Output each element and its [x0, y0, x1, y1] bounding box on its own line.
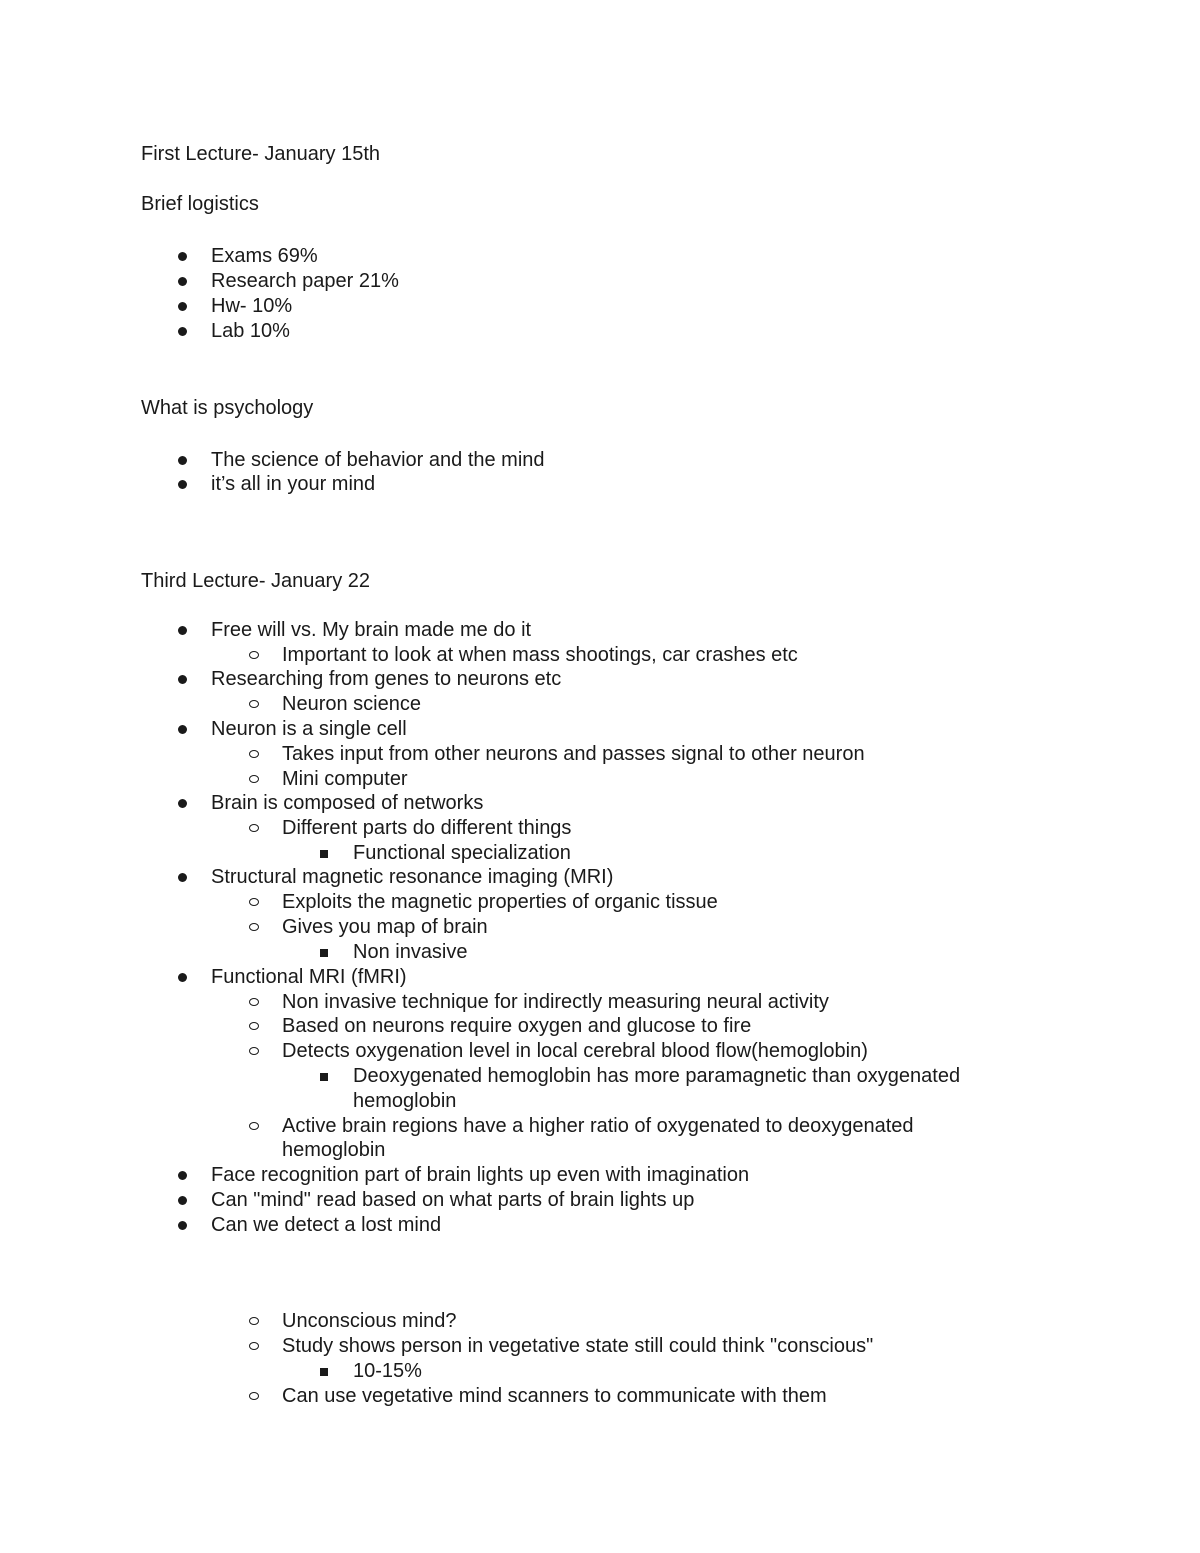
logistics-heading: Brief logistics	[141, 193, 259, 215]
bullet-circle-icon	[249, 1122, 259, 1130]
first-lecture-heading: First Lecture- January 15th	[141, 143, 380, 165]
bullet-circle-icon	[249, 775, 259, 783]
psychology-heading: What is psychology	[141, 397, 314, 419]
list-item: Can we detect a lost mind	[211, 1213, 441, 1237]
list-item: Research paper 21%	[211, 269, 399, 293]
list-item: Free will vs. My brain made me do it	[211, 618, 531, 642]
list-item: Takes input from other neurons and passes signal to other neuron	[282, 742, 865, 766]
bullet-circle-icon	[249, 898, 259, 906]
list-item: Face recognition part of brain lights up even with imagination	[211, 1163, 749, 1187]
bullet-disc-icon	[178, 799, 187, 808]
bullet-disc-icon	[178, 1171, 187, 1180]
bullet-circle-icon	[249, 1022, 259, 1030]
list-item: Non invasive technique for indirectly measuring neural activity	[282, 990, 829, 1014]
list-item: Detects oxygenation level in local cerebral blood flow(hemoglobin)	[282, 1039, 868, 1063]
list-item: Structural magnetic resonance imaging (MRI)	[211, 865, 613, 889]
list-item: Lab 10%	[211, 319, 290, 343]
list-item: Based on neurons require oxygen and glucose to fire	[282, 1014, 751, 1038]
bullet-disc-icon	[178, 480, 187, 489]
bullet-disc-icon	[178, 302, 187, 311]
list-item: Can use vegetative mind scanners to communicate with them	[282, 1384, 827, 1408]
list-item: Active brain regions have a higher ratio of oxygenated to deoxygenated	[282, 1114, 914, 1138]
bullet-disc-icon	[178, 725, 187, 734]
bullet-circle-icon	[249, 998, 259, 1006]
bullet-disc-icon	[178, 626, 187, 635]
list-item: 10-15%	[353, 1359, 422, 1383]
bullet-disc-icon	[178, 873, 187, 882]
list-item: Different parts do different things	[282, 816, 571, 840]
list-item: Mini computer	[282, 767, 408, 791]
bullet-circle-icon	[249, 1317, 259, 1325]
list-item: Exploits the magnetic properties of organic tissue	[282, 890, 718, 914]
bullet-disc-icon	[178, 277, 187, 286]
list-item: Non invasive	[353, 940, 468, 964]
bullet-disc-icon	[178, 973, 187, 982]
list-item: Hw- 10%	[211, 294, 292, 318]
list-item: Deoxygenated hemoglobin has more paramagnetic than oxygenated	[353, 1064, 960, 1088]
bullet-disc-icon	[178, 327, 187, 336]
list-item: Exams 69%	[211, 244, 318, 268]
bullet-circle-icon	[249, 750, 259, 758]
bullet-square-icon	[320, 850, 328, 858]
bullet-circle-icon	[249, 651, 259, 659]
bullet-disc-icon	[178, 252, 187, 261]
list-item-continuation: hemoglobin	[353, 1090, 457, 1112]
bullet-circle-icon	[249, 1047, 259, 1055]
list-item: Gives you map of brain	[282, 915, 488, 939]
list-item: Neuron is a single cell	[211, 717, 407, 741]
bullet-circle-icon	[249, 1392, 259, 1400]
bullet-disc-icon	[178, 456, 187, 465]
list-item: Researching from genes to neurons etc	[211, 667, 561, 691]
bullet-square-icon	[320, 1073, 328, 1081]
list-item: it’s all in your mind	[211, 472, 375, 496]
list-item-continuation: hemoglobin	[282, 1139, 386, 1161]
bullet-disc-icon	[178, 675, 187, 684]
bullet-circle-icon	[249, 700, 259, 708]
third-lecture-heading: Third Lecture- January 22	[141, 570, 371, 592]
list-item: Functional MRI (fMRI)	[211, 965, 407, 989]
bullet-circle-icon	[249, 1342, 259, 1350]
list-item: Functional specialization	[353, 841, 571, 865]
bullet-circle-icon	[249, 824, 259, 832]
bullet-square-icon	[320, 1368, 328, 1376]
list-item: Study shows person in vegetative state still could think "conscious"	[282, 1334, 873, 1358]
bullet-disc-icon	[178, 1196, 187, 1205]
list-item: Brain is composed of networks	[211, 791, 483, 815]
list-item: Important to look at when mass shootings, car crashes etc	[282, 643, 798, 667]
list-item: Neuron science	[282, 692, 421, 716]
bullet-square-icon	[320, 949, 328, 957]
list-item: Unconscious mind?	[282, 1309, 457, 1333]
bullet-disc-icon	[178, 1221, 187, 1230]
list-item: Can "mind" read based on what parts of brain lights up	[211, 1188, 694, 1212]
list-item: The science of behavior and the mind	[211, 448, 545, 472]
bullet-circle-icon	[249, 923, 259, 931]
